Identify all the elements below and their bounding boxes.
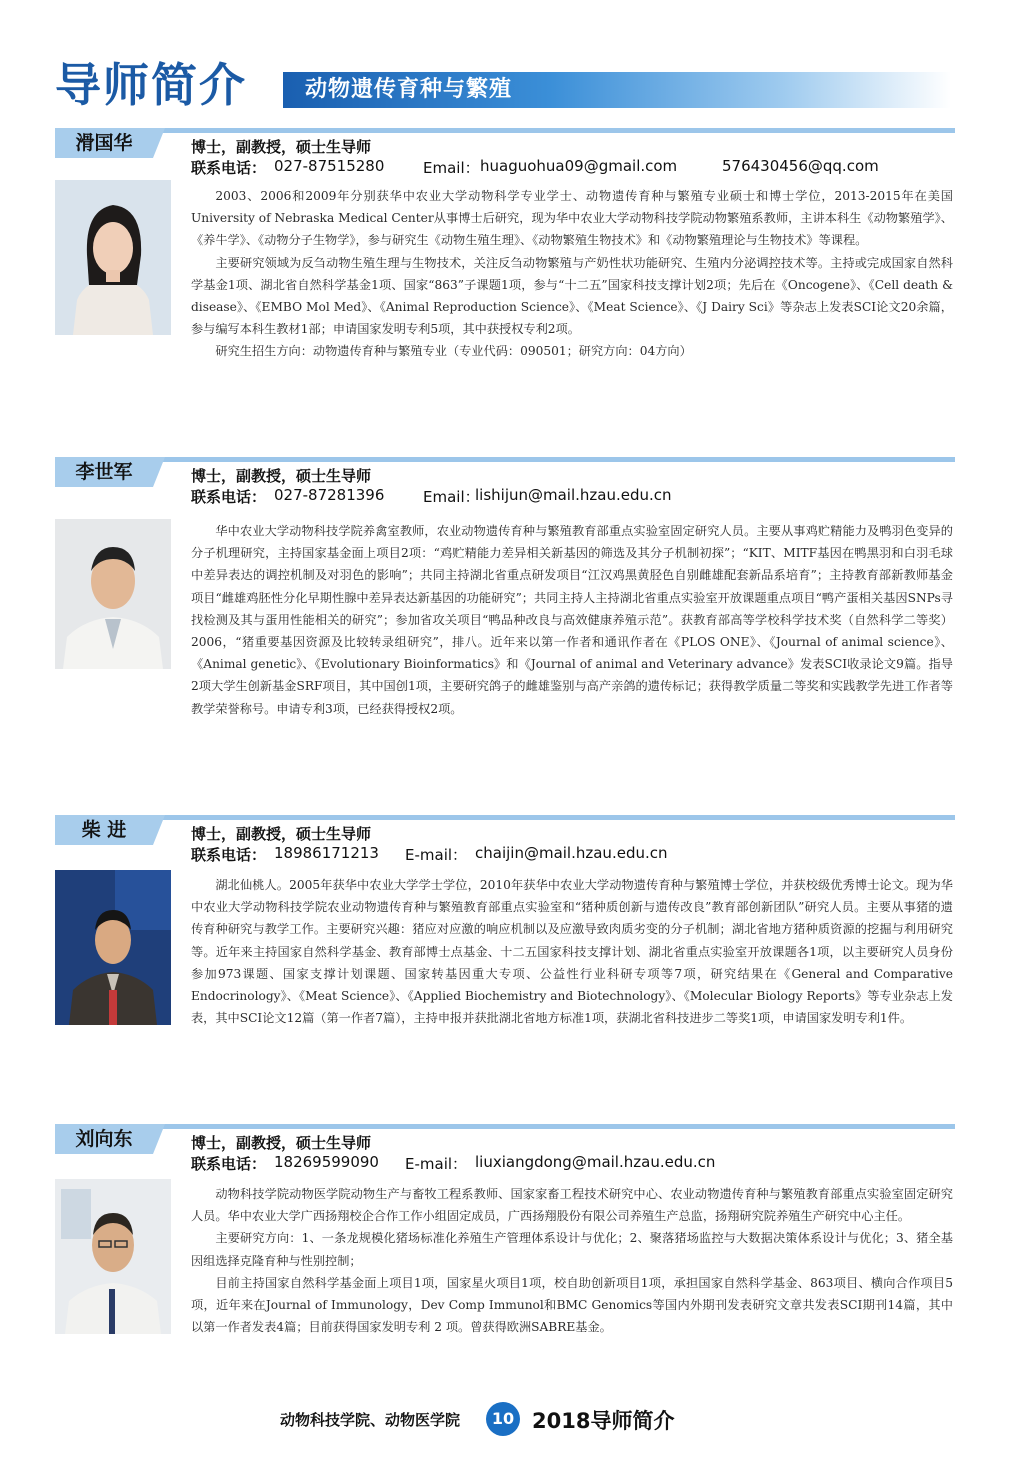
email-address-secondary[interactable]: 576430456@qq.com: [722, 157, 879, 175]
email-address[interactable]: chaijin@mail.hzau.edu.cn: [475, 844, 668, 862]
profile-bio: [191, 185, 953, 363]
profile-card: [55, 815, 955, 1085]
page-header: [55, 60, 955, 110]
bio-paragraph: 动物科技学院动物医学院动物生产与畜牧工程系教师、国家家畜工程技术研究中心、农业动物遗传育种与繁殖教育部重点实验室固定研究人员。华中农业大学广西扬翔校企合作工作小组固定成员，广西扬翔股份有限公司养殖生产总监，扬翔研究院养殖生产研究中心主任。: [191, 1187, 953, 1224]
subtitle: 动物遗传育种与繁殖: [305, 77, 513, 102]
email-label: Email：: [423, 488, 480, 506]
profile-name: 李世军: [75, 461, 133, 483]
bio-paragraph: 研究生招生方向：动物遗传育种与繁殖专业（专业代码：090501；研究方向：04方向）: [215, 344, 692, 359]
email-label: E-mail：: [405, 1155, 468, 1173]
avatar: [55, 1179, 171, 1334]
profile-title: 博士，副教授，硕士生导师: [191, 1134, 372, 1152]
email-address[interactable]: lishijun@mail.hzau.edu.cn: [475, 486, 672, 504]
phone-label: 联系电话：: [191, 159, 267, 177]
bio-paragraph: 华中农业大学动物科技学院养禽室教师，农业动物遗传育种与繁殖教育部重点实验室固定研究人员。主要从事鸡贮精能力及鸭羽色变异的分子机理研究，主持国家基金面上项目2项：“鸡贮精能力差异相关新基因的筛选及其分子机制初探”；“KIT、MITF基因在鸭黑羽和白羽毛球中差异表达的调控机制及对羽色的影响”；共同主持湖北省重点研发项目“江汉鸡黑黄胫色自别雌雄配套新品系培育”；主持教育部新教师基金项目“雌雄鸡胚性分化早期性腺中差异表达新基因的功能研究”；共同主持人主持湖北省重点实验室开放课题重点项目“鸭产蛋相关基因SNPs寻找检测及其与蛋用性能相关的研究”；参加省攻关项目“鸭品种改良与高效健康养殖示范”。获教育部高等学校科学技术奖（自然科学二等奖）2006，“猪重要基因资源及比较转录组研究”，排八。近年来以第一作者和通讯作者在《PLOS ONE》、《Journal of animal science》、《Animal genetic》、《Evolutionary Bioinformatics》和《Journal of animal and Veterinary advance》发表SCI收录论文9篇。指导2项大学生创新基金SRF项目，其中国创1项，主要研究鸽子的雌雄鉴别与高产亲鸽的遗传标记；获得教学质量二等奖和实践教学先进工作者等教学荣誉称号。申请专利3项，已经获得授权2项。: [191, 524, 953, 716]
profile-title: 博士，副教授，硕士生导师: [191, 467, 372, 485]
email-address[interactable]: huaguohua09@gmail.com: [480, 157, 678, 175]
profile-card: [55, 1124, 955, 1392]
email-label: Email：: [423, 159, 480, 177]
phone-label: 联系电话：: [191, 488, 267, 506]
bio-paragraph: 湖北仙桃人。2005年获华中农业大学学士学位，2010年获华中农业大学动物遗传育种与繁殖博士学位，并获校级优秀博士论文。现为华中农业大学动物科技学院农业动物遗传育种与繁殖教育部重点实验室和“猪种质创新与遗传改良”教育部创新团队”研究人员。主要从事猪的遗传育种研究与教学工作。主要研究兴趣：猪应对应激的响应机制以及应激导致肉质劣变的分子机制；湖北省地方猪种质资源的挖掘与利用研究等。近年来主持国家自然科学基金、教育部博士点基金、十二五国家科技支撑计划、湖北省重点实验室开放课题各1项，以主要研究人员身份参加973课题、国家支撑计划课题、国家转基因重大专项、公益性行业科研专项等7项，研究结果在《General and Comparative Endocrinology》、《Meat Science》、《Applied Biochemistry and Biotechnology》、《Molecular Biology Reports》等专业杂志上发表，其中SCI论文12篇（第一作者7篇），主持申报并获批湖北省地方标准1项，获湖北省科技进步二等奖1项，申请国家发明专利1件。: [191, 878, 953, 1026]
profile-title: 博士，副教授，硕士生导师: [191, 825, 372, 843]
section-rule: [55, 815, 955, 820]
bio-paragraph: 目前主持国家自然科学基金面上项目1项，国家星火项目1项，校自助创新项目1项，承担国家自然科学基金、863项目、横向合作项目5项，近年来在Journal of Immunology，Dev Comp Immunol和BMC Genomics等国内外期刊发表研究文章共发表SCI期刊14篇，其中以第一作者发表4篇；目前获得国家发明专利 2 项。曾获得欧洲SABRE基金。: [191, 1275, 953, 1335]
profile-bio: [191, 520, 953, 720]
page-footer: [0, 1402, 1024, 1436]
avatar: [55, 519, 171, 669]
page-number: 10: [486, 1402, 520, 1436]
phone-number: 027-87281396: [274, 486, 385, 504]
profile-title: 博士，副教授，硕士生导师: [191, 138, 372, 156]
email-address[interactable]: liuxiangdong@mail.hzau.edu.cn: [475, 1153, 716, 1171]
avatar: [55, 870, 171, 1025]
phone-number: 18269599090: [274, 1153, 379, 1171]
profile-bio: [191, 874, 953, 1029]
profile-name: 滑国华: [75, 132, 133, 154]
profile-bio: [191, 1183, 953, 1338]
email-label: E-mail：: [405, 846, 468, 864]
section-rule: [55, 1124, 955, 1129]
phone-label: 联系电话：: [191, 1155, 267, 1173]
profile-name: 柴 进: [81, 819, 127, 841]
profile-name: 刘向东: [75, 1128, 133, 1150]
section-rule: [55, 457, 955, 462]
avatar: [55, 180, 171, 335]
main-title: 导师简介: [55, 58, 247, 112]
bio-paragraph: 主要研究方向：1、一条龙规模化猪场标准化养殖生产管理体系设计与优化；2、聚落猪场监控与大数据决策体系设计与优化；3、猪全基因组选择克隆育种与性别控制；: [191, 1231, 953, 1268]
footer-college: 动物科技学院、动物医学院: [280, 1411, 461, 1429]
footer-title: 2018导师简介: [532, 1409, 675, 1433]
profile-card: [55, 457, 955, 777]
section-rule: [55, 128, 955, 133]
profile-card: [55, 128, 955, 418]
phone-number: 027-87515280: [274, 157, 385, 175]
bio-paragraph: 主要研究领域为反刍动物生殖生理与生物技术，关注反刍动物繁殖与产奶性状功能研究、生殖内分泌调控技术等。主持或完成国家自然科学基金1项、湖北省自然科学基金1项、国家“863”子课题1项，参与“十二五”国家科技支撑计划2项；先后在《Oncogene》、《Cell death & disease》、《EMBO Mol Med》、《Animal Reproduction Science》、《Meat Science》、《J Dairy Sci》等杂志上发表SCI论文20余篇，参与编写本科生教材1部；申请国家发明专利5项，其中获授权专利2项。: [191, 255, 953, 337]
phone-label: 联系电话：: [191, 846, 267, 864]
phone-number: 18986171213: [274, 844, 379, 862]
bio-paragraph: 2003、2006和2009年分别获华中农业大学动物科学专业学士、动物遗传育种与繁殖专业硕士和博士学位，2013-2015年在美国University of Nebraska Medical Center从事博士后研究，现为华中农业大学动物科技学院动物繁殖系教师，主讲本科生《动物繁殖学》、《养牛学》、《动物分子生物学》，参与研究生《动物生殖生理》、《动物繁殖生物技术》和《动物繁殖理论与生物技术》等课程。: [191, 189, 953, 248]
